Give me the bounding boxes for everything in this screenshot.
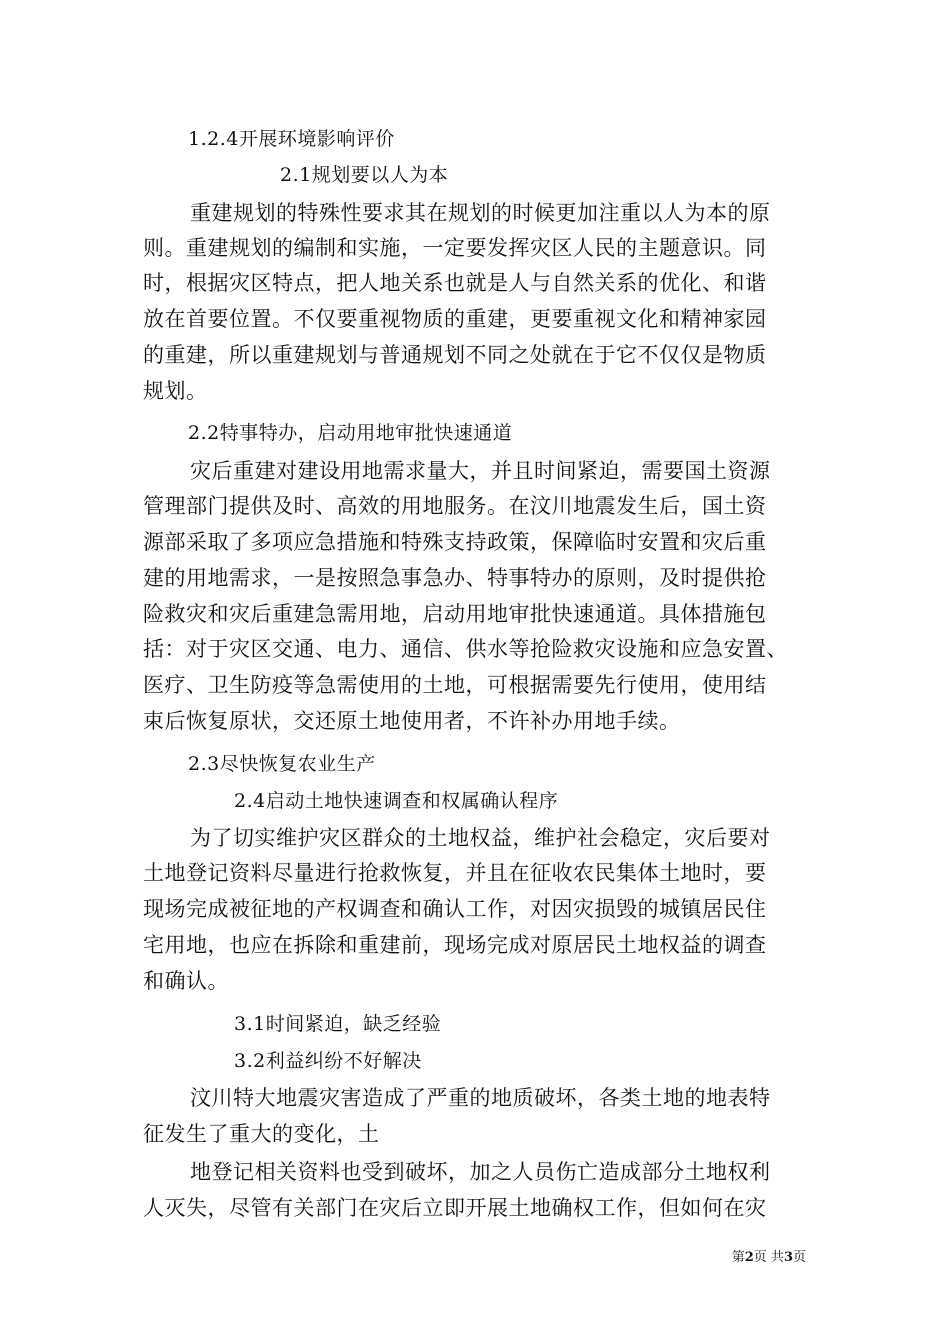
paragraph-line: 土地登记资料尽量进行抢救恢复，并且在征收农民集体土地时，要 (143, 861, 767, 885)
paragraph-line: 重建规划的特殊性要求其在规划的时候更加注重以人为本的原 (190, 201, 771, 225)
heading-1-2-4: 1.2.4开展环境影响评价 (188, 128, 395, 150)
paragraph-line: 管理部门提供及时、高效的用地服务。在汶川地震发生后，国土资 (143, 494, 767, 518)
heading-2-2: 2.2特事特办，启动用地审批快速通道 (188, 422, 513, 444)
paragraph-line: 灾后重建对建设用地需求量大，并且时间紧迫，需要国土资源 (190, 459, 771, 483)
paragraph-line: 建的用地需求，一是按照急事急办、特事特办的原则，及时提供抢 (143, 566, 767, 590)
paragraph-line: 时，根据灾区特点，把人地关系也就是人与自然关系的优化、和谐 (143, 271, 767, 295)
paragraph-line: 汶川特大地震灾害造成了严重的地质破坏，各类土地的地表特 (190, 1086, 771, 1110)
heading-2-3: 2.3尽快恢复农业生产 (188, 753, 376, 775)
heading-2-4: 2.4启动土地快速调查和权属确认程序 (234, 790, 559, 812)
current-page-number: 2 (744, 1250, 754, 1265)
paragraph-line: 放在首要位置。不仅要重视物质的重建，更要重视文化和精神家园 (143, 307, 767, 331)
paragraph-line: 则。重建规划的编制和实施，一定要发挥灾区人民的主题意识。同 (143, 236, 767, 260)
footer-suffix: 页 (792, 1250, 806, 1265)
paragraph-line: 规划。 (143, 379, 208, 403)
heading-3-2: 3.2利益纠纷不好解决 (234, 1050, 422, 1072)
paragraph-line: 为了切实维护灾区群众的土地权益，维护社会稳定，灾后要对 (190, 826, 771, 850)
paragraph-line: 宅用地，也应在拆除和重建前，现场完成对原居民土地权益的调查 (143, 933, 767, 957)
paragraph-line: 征发生了重大的变化，土 (143, 1122, 380, 1146)
paragraph-line: 的重建，所以重建规划与普通规划不同之处就在于它不仅仅是物质 (143, 343, 767, 367)
paragraph-line: 现场完成被征地的产权调查和确认工作，对因灾损毁的城镇居民住 (143, 897, 767, 921)
footer-prefix: 第 (731, 1250, 745, 1265)
page-footer (732, 1250, 806, 1266)
paragraph-line: 括：对于灾区交通、电力、通信、供水等抢险救灾设施和应急安置、 (143, 637, 788, 661)
heading-3-1: 3.1时间紧迫，缺乏经验 (234, 1013, 442, 1035)
paragraph-line: 医疗、卫生防疫等急需使用的土地，可根据需要先行使用，使用结 (143, 673, 767, 697)
paragraph-line: 源部采取了多项应急措施和特殊支持政策，保障临时安置和灾后重 (143, 530, 767, 554)
paragraph-line: 和确认。 (143, 969, 229, 993)
total-page-number: 3 (783, 1250, 793, 1265)
paragraph-line: 人灭失，尽管有关部门在灾后立即开展土地确权工作，但如何在灾 (143, 1196, 767, 1220)
footer-middle: 页 共 (753, 1250, 784, 1265)
heading-2-1: 2.1规划要以人为本 (280, 164, 449, 186)
paragraph-line: 地登记相关资料也受到破坏，加之人员伤亡造成部分土地权利 (190, 1160, 771, 1184)
paragraph-line: 险救灾和灾后重建急需用地，启动用地审批快速通道。具体措施包 (143, 602, 767, 626)
paragraph-line: 束后恢复原状，交还原土地使用者，不许补办用地手续。 (143, 709, 681, 733)
